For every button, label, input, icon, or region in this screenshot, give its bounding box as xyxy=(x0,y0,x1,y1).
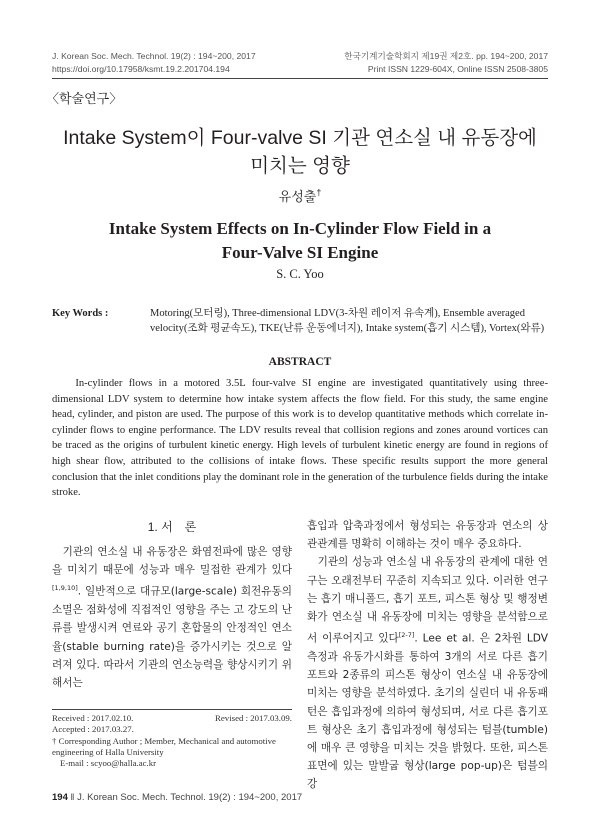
title-english xyxy=(0,217,600,265)
page-footer: 194 ‖ J. Korean Soc. Mech. Technol. 19(2) : 194~200, 2017 xyxy=(52,792,303,803)
footnote-rule xyxy=(52,709,292,710)
section-heading-introduction: 1. 서 론 xyxy=(147,520,197,534)
author-email[interactable]: E-mail : scyoo@halla.ac.kr xyxy=(60,758,157,769)
author-name-ko: 유성출 xyxy=(278,189,317,204)
left-column xyxy=(52,543,292,692)
footnotes xyxy=(52,713,292,769)
abstract-body: In-cylinder flows in a motored 3.5L four-valve SI engine are investigated quantitatively using three-dimensional LDV system to determine how intake system affects the flow field. For this study, the same engine head, cylinder, and piston are used. The purpose of this work is to develop quantitative methods which correlate in-cylinder flows to engine performance. The LDV results reveal that collision regions and zones around vortices can be traced as the origins of turbulent kinetic energy. High levels of turbulent kinetic energy are found in regions of high shear flow, attributed to the collisions of intake flows. These specific results support the more general conclusion that the inlet conditions play the dominant role in the generation of the turbulence fields during the intake stroke. xyxy=(52,378,548,499)
running-header-left xyxy=(52,50,256,76)
title-english-line2: Four-Valve SI Engine xyxy=(221,243,379,262)
page-number: 194 xyxy=(52,792,68,803)
abstract-heading: ABSTRACT xyxy=(268,356,332,368)
corresponding-author: † Corresponding Author ; Member, Mechanical and automotive engineering of Halla University xyxy=(52,735,276,757)
received-date: Received : 2017.02.10. xyxy=(52,713,134,723)
author-korean xyxy=(0,186,600,205)
running-header-right xyxy=(344,50,548,76)
journal-citation-ko: 한국기계기술학회지 제19권 제2호. pp. 194~200, 2017 xyxy=(344,51,548,61)
journal-citation: J. Korean Soc. Mech. Technol. 19(2) : 194~200, 2017 xyxy=(52,51,256,61)
keywords-label: Key Words : xyxy=(52,308,109,319)
keywords-text: Motoring(모터링), Three-dimensional LDV(3-차원 레이저 유속계), Ensemble averaged velocity(조화 평균속도), TKE(난류 운동에너지), Intake system(흡기 시스템), Vortex(와류) xyxy=(150,308,545,334)
title-korean-line2: 미치는 영향 xyxy=(250,155,350,177)
doi-link[interactable]: https://doi.org/10.17958/ksmt.19.2.201704.194 xyxy=(52,64,230,74)
title-korean xyxy=(0,124,600,180)
title-english-line1: Intake System Effects on In-Cylinder Flow Field in a xyxy=(108,219,492,238)
citation-ref[interactable]: [2-7] xyxy=(398,631,415,640)
issn: Print ISSN 1229-604X, Online ISSN 2508-3805 xyxy=(367,64,548,74)
revised-date: Revised : 2017.03.09. xyxy=(215,713,292,723)
corresponding-mark: † xyxy=(316,187,322,198)
header-rule xyxy=(52,78,548,79)
author-english: S. C. Yoo xyxy=(276,267,324,281)
footer-citation: J. Korean Soc. Mech. Technol. 19(2) : 194~200, 2017 xyxy=(77,792,303,803)
right-column xyxy=(307,517,548,794)
accepted-date: Accepted : 2017.03.27. xyxy=(52,724,134,735)
keywords xyxy=(52,306,548,336)
continued-paragraph: 흡입과 압축과정에서 형성되는 유동장과 연소의 상관관계를 명확히 이해하는 것이 매우 중요하다. xyxy=(307,520,548,551)
article-category: 〈학술연구〉 xyxy=(46,91,123,106)
citation-ref[interactable]: [1,9,10] xyxy=(52,584,78,593)
title-korean-line1: Intake System이 Four-valve SI 기관 연소실 내 유동장에 xyxy=(63,127,537,149)
literature-paragraph: 기관의 성능과 연소실 내 유동장의 관계에 대한 연구는 오래전부터 꾸준히 지속되고 있다. 이러한 연구는 흡기 매니폴드, 흡기 포트, 피스톤 형상 및 행정변화가 연소실 내 유동장에 미치는 영향을 분석함으로서 이루어지고 있다[2-7]. Lee et al. 은 2차원 LDV 측정과 유동가시화를 통하여 3개의 서로 다른 흡기포트와 2종류의 피스톤 형상이 연소실 내 유동장에 미치는 영향을 분석하였다. 초기의 실린더 내 유동패턴은 흡입과정에 의하여 형성되며, 서로 다른 흡기포트 형상은 초기 흡입과정에 형성되는 텀블(tumble)에 매우 큰 영향을 미치는 것을 밝혔다. 또한, 피스톤 표면에 있는 말발굽 형상(large pop-up)은 텀블의 강 xyxy=(307,556,548,791)
intro-paragraph: 기관의 연소실 내 유동장은 화염전파에 많은 영향을 미치기 때문에 성능과 매우 밀접한 관계가 있다[1,9,10]. 일반적으로 대규모(large-scale) 회전유동의 소멸은 점화성에 직접적인 영향을 주는 고 강도의 난류를 발생시켜 연료와 공기 혼합물의 안정적인 연소율(stable burning rate)을 증가시키는 것으로 알려져 있다. 따라서 기관의 연소능력을 향상시키기 위해서는 xyxy=(52,546,292,689)
